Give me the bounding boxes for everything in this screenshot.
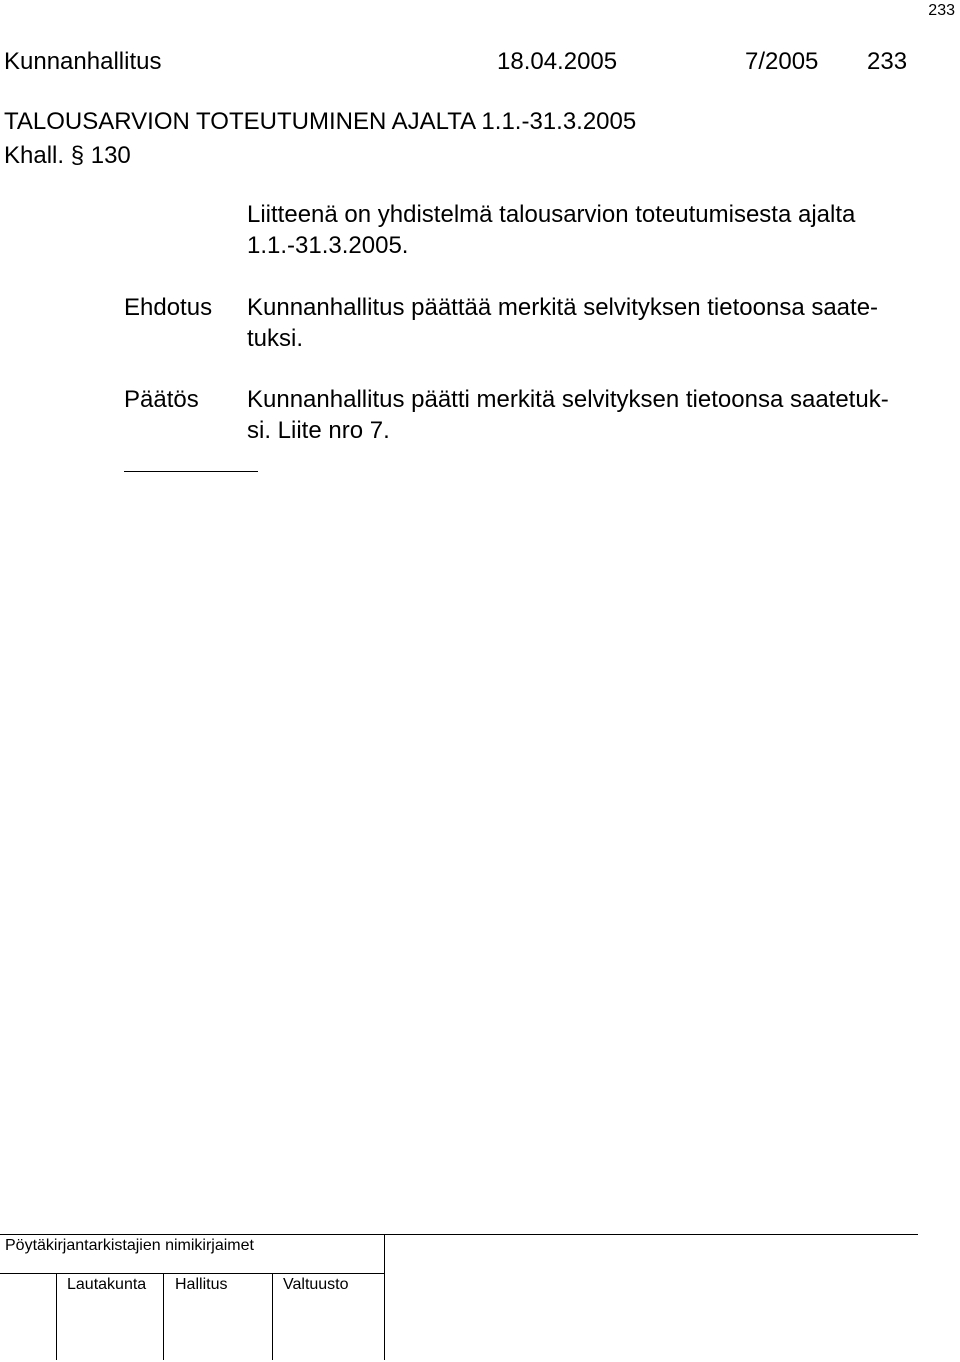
footer-col-divider-3 [272, 1273, 273, 1360]
decision-label: Päätös [124, 386, 199, 413]
footer-col-divider-1 [56, 1273, 57, 1360]
section-end-divider [124, 471, 258, 472]
footer-box-right-edge [384, 1235, 385, 1360]
footer-col-divider-2 [163, 1273, 164, 1360]
footer-col-hallitus: Hallitus [175, 1276, 228, 1293]
intro-line-1: Liitteenä on yhdistelmä talousarvion toteutumisesta ajalta [247, 201, 856, 228]
proposal-line-2: tuksi. [247, 325, 304, 352]
proposal-label: Ehdotus [124, 294, 213, 321]
header-org: Kunnanhallitus [4, 48, 162, 75]
header-minutes-number: 7/2005 [745, 48, 819, 75]
proposal-line-1: Kunnanhallitus päättää merkitä selvityksen tietoonsa saate- [247, 294, 879, 321]
footer-col-valtuusto: Valtuusto [283, 1276, 349, 1293]
footer-initials-label: Pöytäkirjantarkistajien nimikirjaimet [5, 1237, 254, 1254]
item-title: TALOUSARVION TOTEUTUMINEN AJALTA 1.1.-31.3.2005 [4, 108, 637, 135]
page-number-corner: 233 [928, 2, 955, 19]
decision-line-1: Kunnanhallitus päätti merkitä selvityksen tietoonsa saatetuk- [247, 386, 889, 413]
header-page-number: 233 [867, 48, 908, 75]
decision-line-2: si. Liite nro 7. [247, 417, 390, 444]
item-reference: Khall. § 130 [4, 142, 131, 169]
intro-line-2: 1.1.-31.3.2005. [247, 232, 409, 259]
footer-col-lautakunta: Lautakunta [67, 1276, 147, 1293]
footer-columns-rule [0, 1273, 384, 1274]
header-date: 18.04.2005 [497, 48, 618, 75]
footer-top-rule [0, 1234, 918, 1235]
